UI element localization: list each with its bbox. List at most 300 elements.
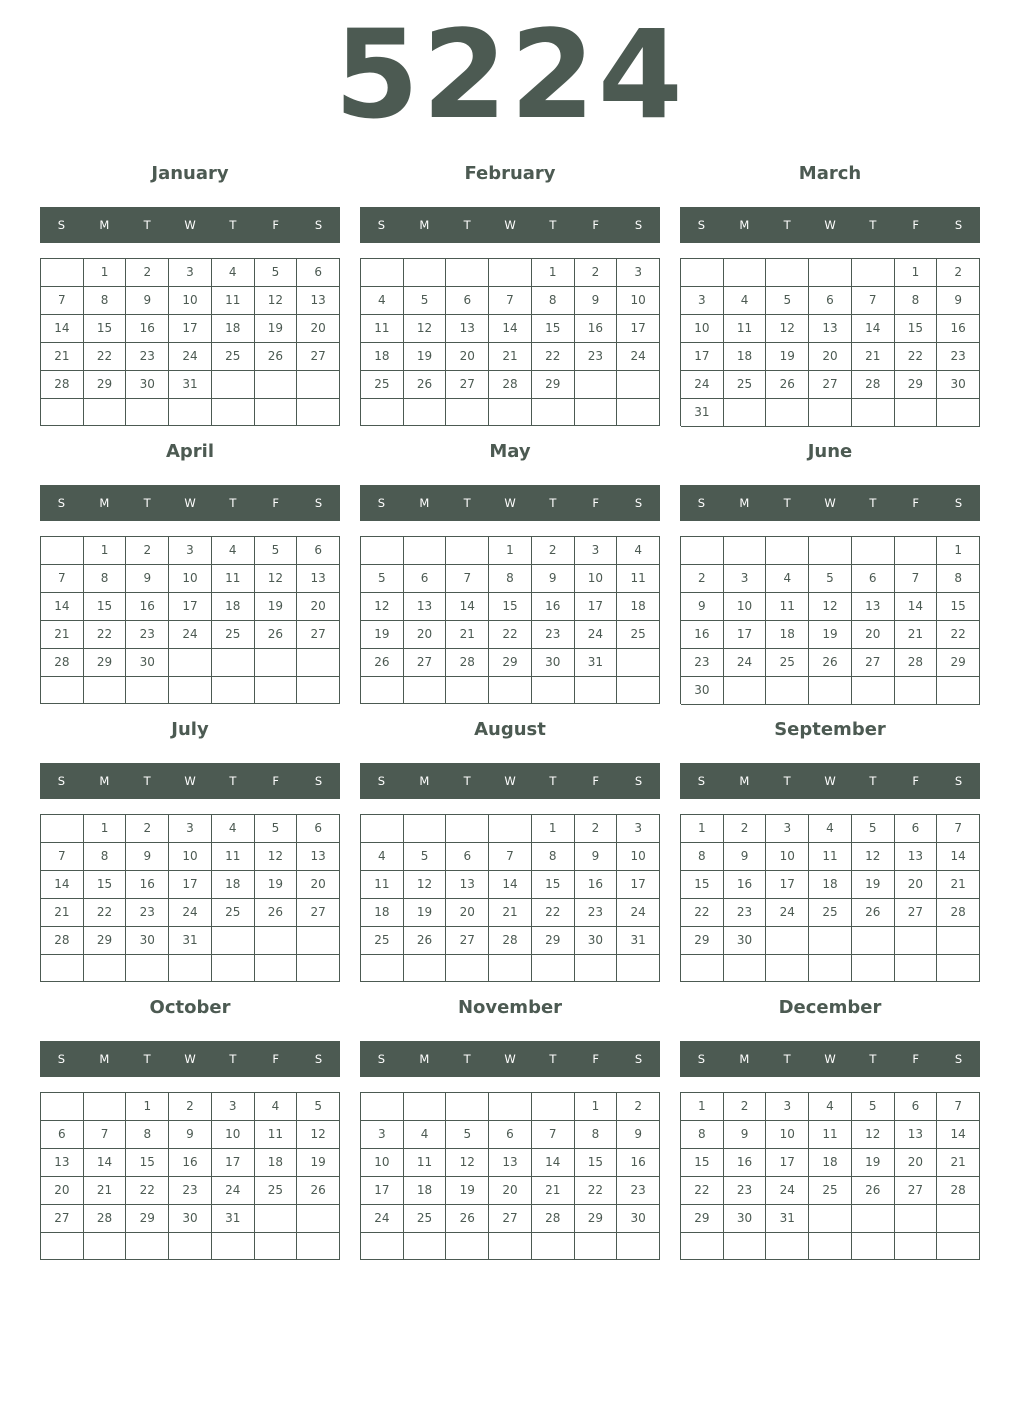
day-cell: 8 <box>84 287 127 315</box>
day-cell: 17 <box>212 1149 255 1177</box>
day-cell: 22 <box>895 343 938 371</box>
day-cell: 7 <box>852 287 895 315</box>
day-cell: 19 <box>404 899 447 927</box>
empty-cell <box>404 815 447 843</box>
empty-cell <box>169 955 212 982</box>
day-cell: 21 <box>41 343 84 371</box>
day-cell: 11 <box>361 315 404 343</box>
day-cell: 13 <box>404 593 447 621</box>
day-cell: 5 <box>852 815 895 843</box>
day-cell: 17 <box>766 871 809 899</box>
day-cell: 31 <box>681 399 724 427</box>
day-cell: 27 <box>446 927 489 955</box>
day-grid <box>40 814 340 982</box>
weekday-label: S <box>377 218 386 232</box>
empty-cell <box>575 399 618 426</box>
day-cell: 8 <box>681 843 724 871</box>
empty-cell <box>361 815 404 843</box>
empty-cell <box>41 1233 84 1260</box>
day-cell: 27 <box>404 649 447 677</box>
day-cell: 31 <box>617 927 660 955</box>
day-cell: 15 <box>937 593 980 621</box>
empty-cell <box>404 259 447 287</box>
day-cell: 2 <box>724 1093 767 1121</box>
day-grid <box>40 258 340 426</box>
weekday-label: T <box>783 1052 791 1066</box>
empty-cell <box>809 537 852 565</box>
month-name: December <box>778 997 882 1018</box>
day-cell: 6 <box>297 259 340 287</box>
empty-cell <box>489 1093 532 1121</box>
day-cell: 2 <box>532 537 575 565</box>
empty-cell <box>724 955 767 982</box>
day-cell: 1 <box>84 259 127 287</box>
day-cell: 10 <box>169 287 212 315</box>
day-cell: 12 <box>404 315 447 343</box>
day-cell: 17 <box>724 621 767 649</box>
day-cell: 27 <box>852 649 895 677</box>
day-cell: 28 <box>532 1205 575 1233</box>
day-cell: 29 <box>84 927 127 955</box>
day-cell: 6 <box>297 537 340 565</box>
weekday-label: S <box>634 1052 643 1066</box>
empty-cell <box>532 1233 575 1260</box>
day-cell: 15 <box>84 871 127 899</box>
day-cell: 10 <box>212 1121 255 1149</box>
day-grid <box>360 814 660 982</box>
day-cell: 3 <box>617 259 660 287</box>
day-cell: 23 <box>575 343 618 371</box>
day-cell: 24 <box>617 899 660 927</box>
empty-cell <box>895 677 938 705</box>
day-cell: 15 <box>532 871 575 899</box>
empty-cell <box>297 649 340 677</box>
empty-cell <box>41 259 84 287</box>
day-cell: 13 <box>297 287 340 315</box>
empty-cell <box>361 399 404 426</box>
day-cell: 20 <box>446 899 489 927</box>
weekday-label: W <box>504 1052 516 1066</box>
month-name: April <box>165 441 215 462</box>
empty-cell <box>895 1233 938 1260</box>
day-cell: 12 <box>852 843 895 871</box>
weekday-header <box>680 1041 980 1077</box>
weekday-label: S <box>634 218 643 232</box>
empty-cell <box>84 1093 127 1121</box>
day-cell: 20 <box>297 315 340 343</box>
day-cell: 30 <box>575 927 618 955</box>
day-cell: 9 <box>575 287 618 315</box>
empty-cell <box>126 399 169 426</box>
empty-cell <box>809 259 852 287</box>
day-cell: 29 <box>681 927 724 955</box>
weekday-label: F <box>912 218 920 232</box>
day-cell: 20 <box>41 1177 84 1205</box>
day-cell: 17 <box>361 1177 404 1205</box>
day-cell: 25 <box>361 927 404 955</box>
day-cell: 10 <box>724 593 767 621</box>
day-cell: 29 <box>84 649 127 677</box>
day-cell: 3 <box>169 815 212 843</box>
day-cell: 17 <box>766 1149 809 1177</box>
empty-cell <box>766 399 809 427</box>
weekday-label: W <box>824 1052 836 1066</box>
empty-cell <box>852 259 895 287</box>
day-cell: 13 <box>852 593 895 621</box>
day-cell: 23 <box>575 899 618 927</box>
month-february <box>360 159 660 429</box>
day-cell: 19 <box>255 871 298 899</box>
empty-cell <box>681 955 724 982</box>
day-cell: 26 <box>446 1205 489 1233</box>
weekday-label: S <box>57 1052 66 1066</box>
day-cell: 1 <box>532 815 575 843</box>
day-cell: 7 <box>489 843 532 871</box>
day-cell: 28 <box>937 899 980 927</box>
empty-cell <box>489 259 532 287</box>
day-cell: 17 <box>169 871 212 899</box>
empty-cell <box>297 927 340 955</box>
day-cell: 5 <box>766 287 809 315</box>
day-cell: 24 <box>212 1177 255 1205</box>
day-cell: 5 <box>404 843 447 871</box>
day-cell: 4 <box>404 1121 447 1149</box>
empty-cell <box>617 1233 660 1260</box>
weekday-header <box>680 763 980 799</box>
weekday-label: M <box>99 774 110 788</box>
weekday-label: F <box>592 774 600 788</box>
weekday-label: W <box>504 774 516 788</box>
day-cell: 30 <box>126 927 169 955</box>
empty-cell <box>681 259 724 287</box>
weekday-header <box>360 207 660 243</box>
empty-cell <box>297 1233 340 1260</box>
day-cell: 14 <box>937 843 980 871</box>
day-cell: 10 <box>575 565 618 593</box>
day-cell: 28 <box>489 927 532 955</box>
day-cell: 8 <box>489 565 532 593</box>
empty-cell <box>937 955 980 982</box>
empty-cell <box>41 1093 84 1121</box>
empty-cell <box>724 1233 767 1260</box>
day-cell: 14 <box>41 593 84 621</box>
empty-cell <box>895 1205 938 1233</box>
day-grid <box>680 1092 980 1260</box>
day-cell: 16 <box>575 871 618 899</box>
day-cell: 28 <box>446 649 489 677</box>
day-cell: 27 <box>489 1205 532 1233</box>
empty-cell <box>446 1093 489 1121</box>
day-cell: 15 <box>681 871 724 899</box>
day-cell: 3 <box>724 565 767 593</box>
empty-cell <box>446 815 489 843</box>
weekday-label: W <box>184 218 196 232</box>
day-grid <box>40 536 340 704</box>
day-cell: 17 <box>169 315 212 343</box>
day-cell: 9 <box>681 593 724 621</box>
day-cell: 11 <box>809 1121 852 1149</box>
day-cell: 29 <box>937 649 980 677</box>
day-cell: 18 <box>212 315 255 343</box>
day-cell: 16 <box>617 1149 660 1177</box>
empty-cell <box>212 955 255 982</box>
day-cell: 22 <box>84 621 127 649</box>
weekday-label: W <box>824 218 836 232</box>
day-cell: 27 <box>895 899 938 927</box>
empty-cell <box>809 955 852 982</box>
day-cell: 2 <box>681 565 724 593</box>
day-cell: 16 <box>126 871 169 899</box>
weekday-label: T <box>869 218 877 232</box>
day-cell: 12 <box>446 1149 489 1177</box>
empty-cell <box>852 1233 895 1260</box>
day-cell: 6 <box>489 1121 532 1149</box>
weekday-label: S <box>954 218 963 232</box>
day-cell: 8 <box>84 843 127 871</box>
month-name: October <box>149 997 231 1018</box>
day-cell: 12 <box>255 287 298 315</box>
month-name: May <box>489 441 531 462</box>
empty-cell <box>255 399 298 426</box>
day-cell: 27 <box>446 371 489 399</box>
weekday-label: M <box>419 774 430 788</box>
day-cell: 20 <box>852 621 895 649</box>
weekday-label: F <box>912 496 920 510</box>
day-cell: 26 <box>361 649 404 677</box>
day-cell: 12 <box>852 1121 895 1149</box>
day-cell: 20 <box>297 593 340 621</box>
day-cell: 25 <box>404 1205 447 1233</box>
weekday-label: W <box>184 1052 196 1066</box>
empty-cell <box>852 955 895 982</box>
day-cell: 23 <box>126 621 169 649</box>
day-cell: 13 <box>297 843 340 871</box>
weekday-label: S <box>377 1052 386 1066</box>
weekday-header <box>40 1041 340 1077</box>
day-cell: 21 <box>41 899 84 927</box>
empty-cell <box>617 677 660 704</box>
empty-cell <box>724 677 767 705</box>
day-cell: 19 <box>852 1149 895 1177</box>
day-cell: 11 <box>617 565 660 593</box>
empty-cell <box>84 677 127 704</box>
empty-cell <box>404 955 447 982</box>
day-cell: 28 <box>852 371 895 399</box>
month-september <box>680 715 980 985</box>
weekday-label: S <box>314 218 323 232</box>
day-cell: 11 <box>404 1149 447 1177</box>
day-cell: 3 <box>169 537 212 565</box>
month-january <box>40 159 340 429</box>
day-cell: 25 <box>724 371 767 399</box>
day-cell: 28 <box>84 1205 127 1233</box>
day-cell: 16 <box>681 621 724 649</box>
day-cell: 20 <box>404 621 447 649</box>
day-cell: 3 <box>361 1121 404 1149</box>
weekday-label: W <box>504 218 516 232</box>
day-cell: 8 <box>575 1121 618 1149</box>
day-cell: 29 <box>126 1205 169 1233</box>
day-cell: 20 <box>809 343 852 371</box>
day-cell: 19 <box>404 343 447 371</box>
empty-cell <box>489 399 532 426</box>
day-cell: 27 <box>895 1177 938 1205</box>
day-cell: 10 <box>617 287 660 315</box>
day-cell: 30 <box>532 649 575 677</box>
empty-cell <box>617 955 660 982</box>
empty-cell <box>255 955 298 982</box>
day-cell: 25 <box>212 899 255 927</box>
day-cell: 15 <box>489 593 532 621</box>
empty-cell <box>617 371 660 399</box>
day-cell: 30 <box>724 927 767 955</box>
empty-cell <box>852 927 895 955</box>
empty-cell <box>852 1205 895 1233</box>
weekday-label: T <box>463 496 471 510</box>
day-cell: 13 <box>809 315 852 343</box>
empty-cell <box>212 371 255 399</box>
month-june <box>680 437 980 707</box>
weekday-label: M <box>99 496 110 510</box>
day-cell: 19 <box>766 343 809 371</box>
day-cell: 19 <box>852 871 895 899</box>
day-cell: 7 <box>84 1121 127 1149</box>
month-name: February <box>464 163 556 184</box>
day-cell: 8 <box>84 565 127 593</box>
day-cell: 18 <box>212 871 255 899</box>
day-cell: 3 <box>575 537 618 565</box>
empty-cell <box>255 649 298 677</box>
day-cell: 28 <box>489 371 532 399</box>
day-cell: 30 <box>724 1205 767 1233</box>
day-cell: 10 <box>169 843 212 871</box>
day-cell: 4 <box>724 287 767 315</box>
empty-cell <box>41 399 84 426</box>
month-december <box>680 993 980 1263</box>
empty-cell <box>532 399 575 426</box>
day-cell: 24 <box>169 899 212 927</box>
empty-cell <box>489 815 532 843</box>
day-cell: 31 <box>766 1205 809 1233</box>
day-cell: 14 <box>532 1149 575 1177</box>
day-cell: 27 <box>297 343 340 371</box>
day-cell: 18 <box>724 343 767 371</box>
day-cell: 23 <box>126 899 169 927</box>
day-cell: 23 <box>617 1177 660 1205</box>
day-cell: 9 <box>126 287 169 315</box>
empty-cell <box>212 1233 255 1260</box>
day-cell: 21 <box>84 1177 127 1205</box>
day-cell: 13 <box>41 1149 84 1177</box>
day-cell: 5 <box>809 565 852 593</box>
day-cell: 1 <box>681 1093 724 1121</box>
day-cell: 18 <box>361 899 404 927</box>
day-cell: 1 <box>532 259 575 287</box>
day-cell: 21 <box>532 1177 575 1205</box>
day-cell: 11 <box>212 843 255 871</box>
day-cell: 5 <box>297 1093 340 1121</box>
day-cell: 26 <box>255 899 298 927</box>
weekday-label: M <box>419 1052 430 1066</box>
day-cell: 10 <box>361 1149 404 1177</box>
empty-cell <box>404 1233 447 1260</box>
day-cell: 5 <box>255 537 298 565</box>
day-cell: 1 <box>84 815 127 843</box>
day-cell: 24 <box>681 371 724 399</box>
empty-cell <box>489 955 532 982</box>
day-cell: 10 <box>169 565 212 593</box>
day-cell: 23 <box>724 1177 767 1205</box>
weekday-label: W <box>184 774 196 788</box>
day-cell: 24 <box>575 621 618 649</box>
day-cell: 25 <box>766 649 809 677</box>
day-cell: 9 <box>169 1121 212 1149</box>
weekday-label: F <box>272 496 280 510</box>
empty-cell <box>297 677 340 704</box>
weekday-label: T <box>549 774 557 788</box>
weekday-label: T <box>229 496 237 510</box>
day-cell: 22 <box>681 1177 724 1205</box>
empty-cell <box>41 815 84 843</box>
empty-cell <box>446 537 489 565</box>
weekday-label: M <box>739 218 750 232</box>
empty-cell <box>766 1233 809 1260</box>
day-cell: 14 <box>84 1149 127 1177</box>
day-cell: 22 <box>681 899 724 927</box>
day-cell: 25 <box>212 621 255 649</box>
empty-cell <box>404 537 447 565</box>
month-name: June <box>807 441 853 462</box>
day-cell: 27 <box>809 371 852 399</box>
day-cell: 30 <box>169 1205 212 1233</box>
month-name: November <box>457 997 563 1018</box>
empty-cell <box>361 677 404 704</box>
day-cell: 9 <box>617 1121 660 1149</box>
day-cell: 12 <box>297 1121 340 1149</box>
day-cell: 24 <box>169 343 212 371</box>
day-cell: 26 <box>255 621 298 649</box>
empty-cell <box>84 1233 127 1260</box>
day-cell: 21 <box>937 1149 980 1177</box>
day-cell: 9 <box>724 843 767 871</box>
day-cell: 2 <box>126 537 169 565</box>
weekday-label: T <box>783 774 791 788</box>
day-cell: 19 <box>809 621 852 649</box>
day-cell: 9 <box>532 565 575 593</box>
empty-cell <box>297 1205 340 1233</box>
day-cell: 31 <box>212 1205 255 1233</box>
day-cell: 2 <box>617 1093 660 1121</box>
empty-cell <box>575 371 618 399</box>
weekday-label: F <box>592 1052 600 1066</box>
weekday-label: T <box>463 218 471 232</box>
day-cell: 13 <box>446 871 489 899</box>
empty-cell <box>766 677 809 705</box>
day-cell: 5 <box>852 1093 895 1121</box>
empty-cell <box>809 677 852 705</box>
empty-cell <box>937 399 980 427</box>
day-cell: 22 <box>532 343 575 371</box>
weekday-label: F <box>592 496 600 510</box>
day-cell: 7 <box>41 287 84 315</box>
weekday-label: T <box>549 1052 557 1066</box>
weekday-header <box>40 763 340 799</box>
day-cell: 25 <box>809 899 852 927</box>
weekday-label: S <box>954 774 963 788</box>
weekday-label: S <box>57 218 66 232</box>
day-cell: 5 <box>446 1121 489 1149</box>
day-cell: 24 <box>766 1177 809 1205</box>
